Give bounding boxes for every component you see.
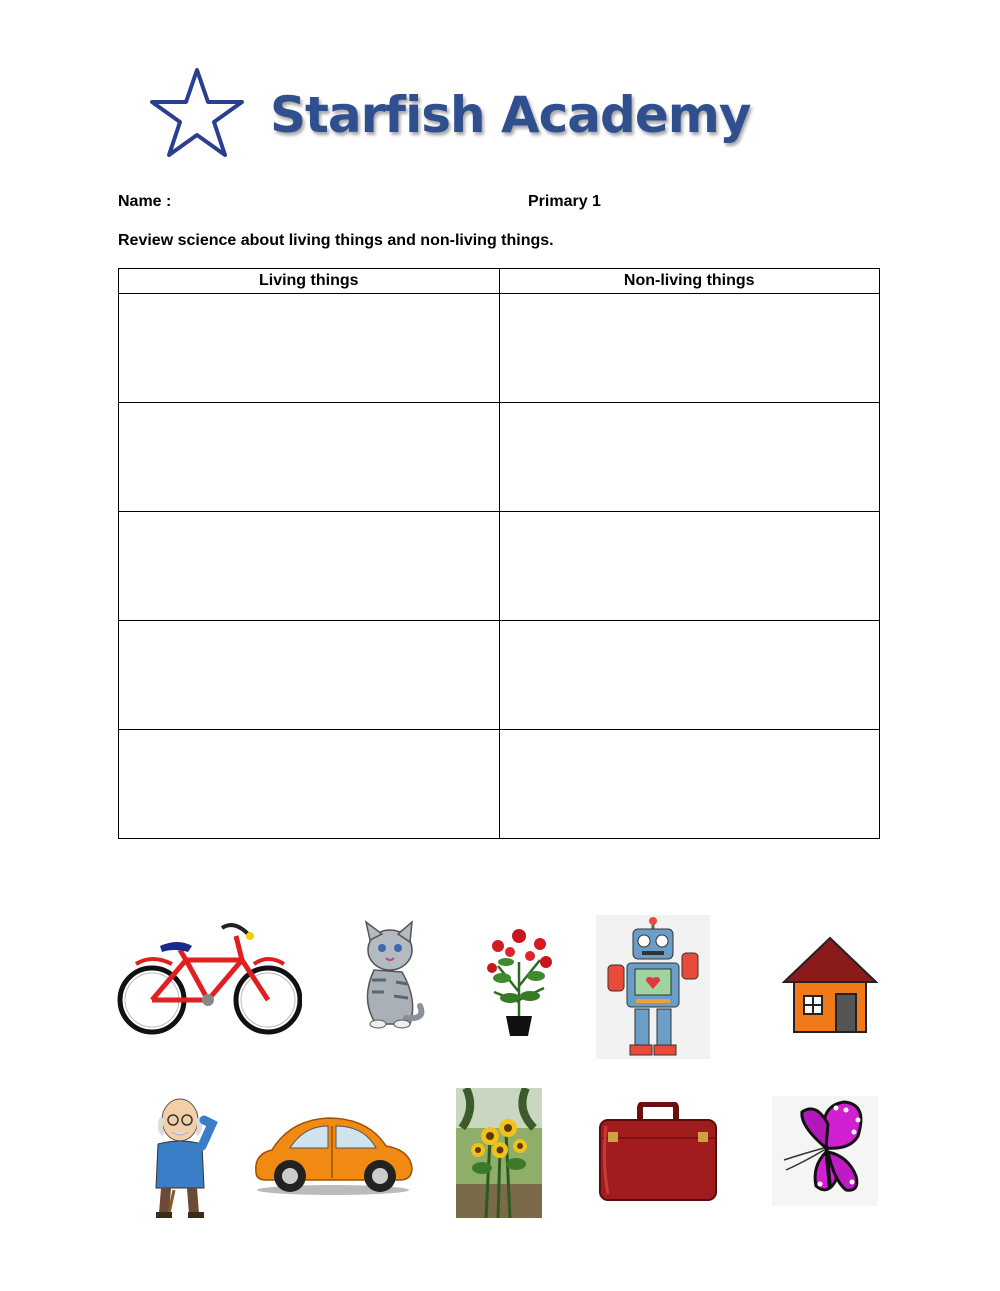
sunflower-icon[interactable] <box>456 1088 542 1218</box>
non-living-drop-cell[interactable] <box>499 730 880 839</box>
suitcase-icon[interactable] <box>596 1102 720 1202</box>
non-living-drop-cell[interactable] <box>499 403 880 512</box>
grandfather-icon[interactable] <box>140 1094 226 1220</box>
living-drop-cell[interactable] <box>119 294 500 403</box>
non-living-drop-cell[interactable] <box>499 621 880 730</box>
cat-icon[interactable] <box>352 920 428 1032</box>
butterfly-icon[interactable] <box>772 1096 878 1206</box>
sorting-table <box>118 268 880 839</box>
non-living-things-header: Non-living things <box>499 269 880 294</box>
living-drop-cell[interactable] <box>119 403 500 512</box>
living-things-header: Living things <box>119 269 500 294</box>
house-icon[interactable] <box>782 936 878 1034</box>
car-icon[interactable] <box>250 1110 416 1196</box>
brand-title: Starfish Academy <box>270 86 751 144</box>
rose-plant-icon[interactable] <box>480 922 558 1038</box>
non-living-drop-cell[interactable] <box>499 512 880 621</box>
living-drop-cell[interactable] <box>119 730 500 839</box>
instruction-text: Review science about living things and non-living things. <box>118 232 554 249</box>
grade-label: Primary 1 <box>528 193 601 210</box>
non-living-drop-cell[interactable] <box>499 294 880 403</box>
logo <box>148 66 751 162</box>
bicycle-icon[interactable] <box>116 914 302 1036</box>
star-outline-icon <box>148 66 246 160</box>
name-label: Name : <box>118 193 172 210</box>
living-drop-cell[interactable] <box>119 512 500 621</box>
living-drop-cell[interactable] <box>119 621 500 730</box>
robot-icon[interactable] <box>596 915 710 1059</box>
